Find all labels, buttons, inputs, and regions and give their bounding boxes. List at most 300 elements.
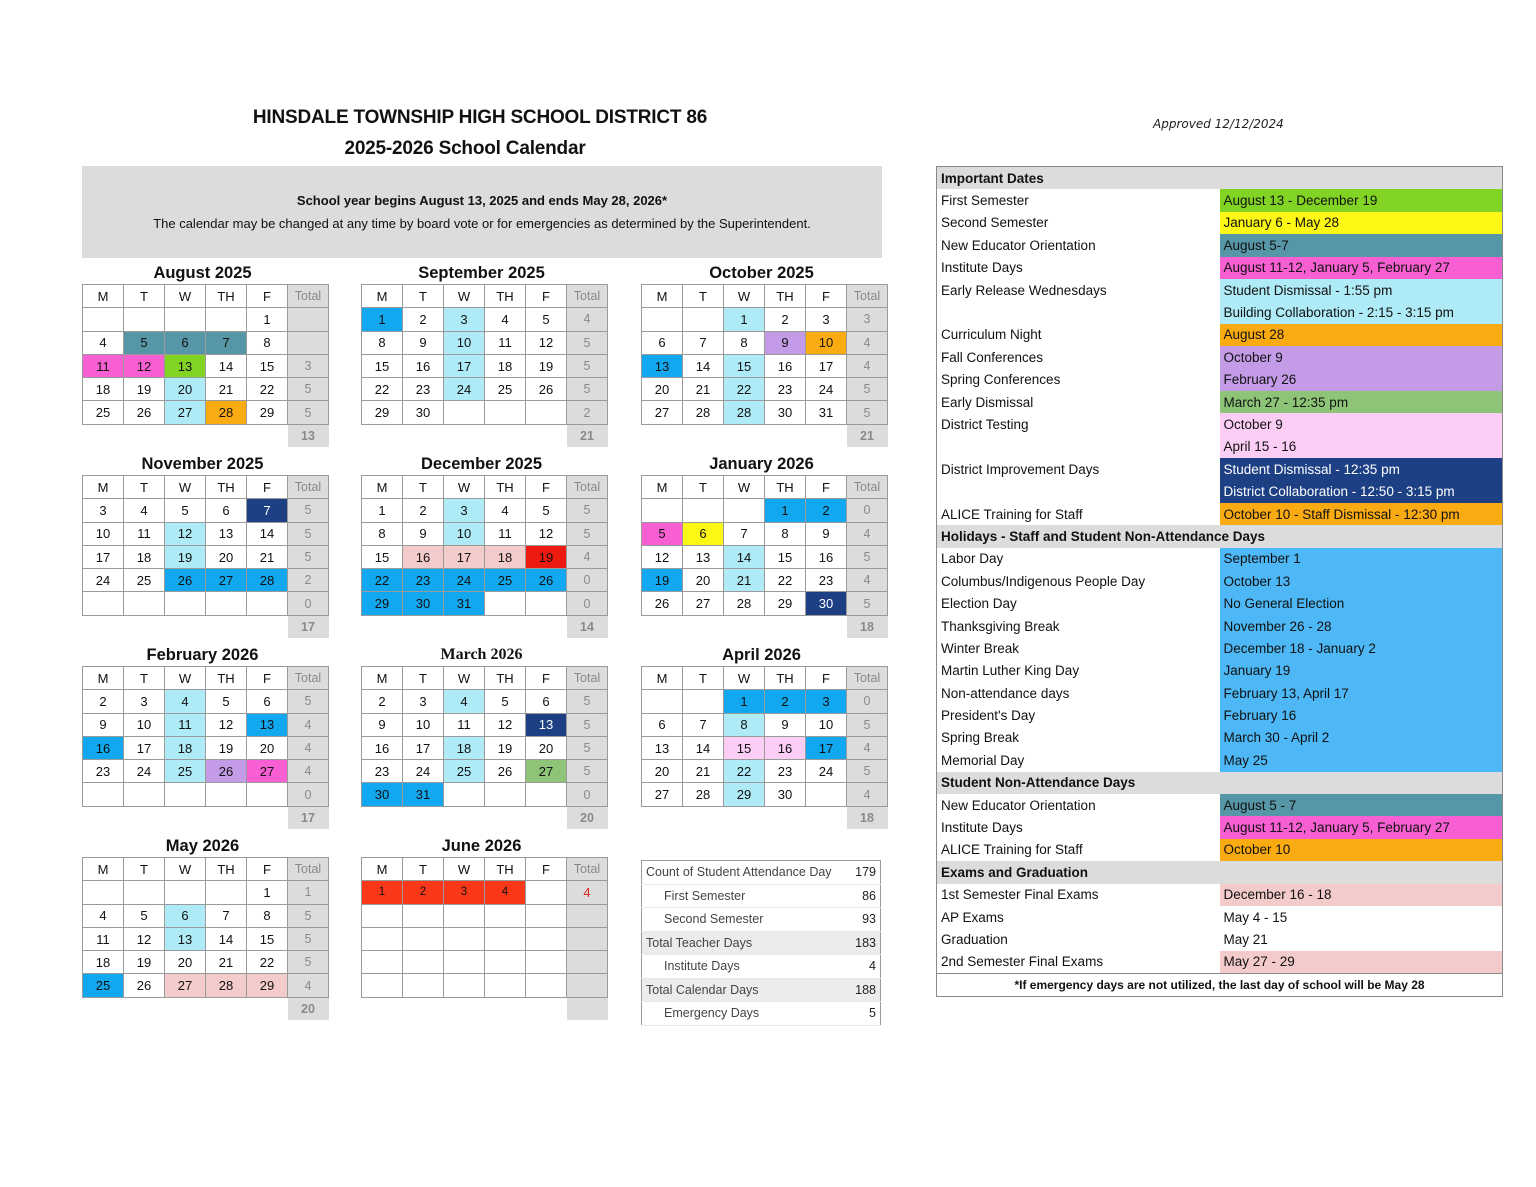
week-row xyxy=(642,592,888,615)
month-calendar xyxy=(82,644,323,829)
day-cell: 16 xyxy=(765,736,806,759)
date-label xyxy=(937,301,1220,323)
spacer-cell xyxy=(683,615,724,638)
week-total: 4 xyxy=(288,736,329,759)
day-cell: 1 xyxy=(362,881,403,904)
day-cell: 11 xyxy=(444,713,485,736)
month-title: November 2025 xyxy=(141,455,264,473)
date-label: Early Release Wednesdays xyxy=(941,282,1107,298)
count-row xyxy=(642,908,881,932)
day-cell: 19 xyxy=(485,736,526,759)
day-cell: 12 xyxy=(485,713,526,736)
week-row xyxy=(362,499,608,522)
day-cell xyxy=(642,308,683,331)
day-cell xyxy=(526,881,567,904)
weekday-header: M xyxy=(83,667,124,690)
day-cell: 28 xyxy=(683,783,724,806)
day-cell: 19 xyxy=(526,354,567,377)
week-row xyxy=(83,354,329,377)
spacer-cell xyxy=(124,997,165,1020)
day-cell: 6 xyxy=(642,331,683,354)
total-header: Total xyxy=(288,858,329,881)
weekday-header: TH xyxy=(765,285,806,308)
week-total: 5 xyxy=(288,401,329,424)
day-cell: 15 xyxy=(724,354,765,377)
date-value: February 16 xyxy=(1220,704,1503,726)
day-cell: 28 xyxy=(724,592,765,615)
day-cell: 2 xyxy=(403,499,444,522)
month-table xyxy=(82,284,329,447)
day-cell: 15 xyxy=(247,354,288,377)
day-cell: 29 xyxy=(362,401,403,424)
day-cell: 22 xyxy=(247,951,288,974)
day-cell: 21 xyxy=(683,760,724,783)
weekday-header: T xyxy=(683,667,724,690)
day-cell: 24 xyxy=(444,378,485,401)
day-cell xyxy=(444,904,485,927)
weekday-header: T xyxy=(403,667,444,690)
date-row xyxy=(937,592,1503,614)
date-row xyxy=(937,637,1503,659)
date-label: AP Exams xyxy=(941,909,1004,925)
date-row xyxy=(937,346,1503,368)
weekday-header: F xyxy=(526,476,567,499)
day-cell: 27 xyxy=(206,569,247,592)
week-total: 4 xyxy=(847,331,888,354)
month-table xyxy=(641,475,888,638)
important-dates-table xyxy=(936,166,1503,997)
spacer-cell xyxy=(526,806,567,829)
day-cell xyxy=(206,592,247,615)
day-cell: 27 xyxy=(247,760,288,783)
day-cell xyxy=(444,974,485,997)
day-cell: 12 xyxy=(526,522,567,545)
month-title: October 2025 xyxy=(709,264,814,282)
total-header: Total xyxy=(288,667,329,690)
day-cell: 6 xyxy=(683,522,724,545)
week-row xyxy=(83,545,329,568)
spacer-cell xyxy=(444,806,485,829)
spacer-cell xyxy=(165,997,206,1020)
weekday-header: F xyxy=(526,858,567,881)
total-header: Total xyxy=(567,667,608,690)
day-cell xyxy=(485,401,526,424)
day-cell: 31 xyxy=(403,783,444,806)
day-cell: 6 xyxy=(642,713,683,736)
week-row xyxy=(83,378,329,401)
month-total-row xyxy=(362,424,608,447)
month-title: May 2026 xyxy=(165,837,240,855)
date-value: District Collaboration - 12:50 - 3:15 pm xyxy=(1220,480,1503,502)
spacer-cell xyxy=(485,424,526,447)
date-value: August 28 xyxy=(1220,324,1503,346)
date-value: March 30 - April 2 xyxy=(1220,727,1503,749)
month-table xyxy=(361,857,608,1020)
day-cell: 20 xyxy=(642,378,683,401)
weekday-header: F xyxy=(526,667,567,690)
date-label xyxy=(937,480,1220,502)
spacer-cell xyxy=(485,806,526,829)
date-row xyxy=(937,391,1503,413)
day-cell: 9 xyxy=(83,713,124,736)
day-cell: 26 xyxy=(526,378,567,401)
day-cell xyxy=(403,904,444,927)
week-row xyxy=(362,592,608,615)
week-total: 4 xyxy=(847,354,888,377)
week-total: 5 xyxy=(567,499,608,522)
day-cell xyxy=(526,927,567,950)
section-title: Holidays - Staff and Student Non-Attendance Days xyxy=(937,525,1503,547)
day-cell: 18 xyxy=(485,545,526,568)
week-row xyxy=(83,736,329,759)
spacer-cell xyxy=(403,806,444,829)
spacer-cell xyxy=(83,997,124,1020)
day-cell: 10 xyxy=(806,713,847,736)
week-total: 0 xyxy=(567,783,608,806)
day-cell xyxy=(362,927,403,950)
month-title: April 2026 xyxy=(722,646,801,664)
week-total: 3 xyxy=(288,354,329,377)
weekday-header: M xyxy=(362,858,403,881)
spacer-cell xyxy=(247,424,288,447)
day-cell: 21 xyxy=(247,545,288,568)
week-row xyxy=(362,354,608,377)
day-cell: 23 xyxy=(83,760,124,783)
day-cell: 23 xyxy=(403,378,444,401)
month-table xyxy=(641,666,888,829)
date-label: First Semester xyxy=(941,193,1029,209)
week-row xyxy=(83,592,329,615)
weekday-header: M xyxy=(362,667,403,690)
spacer-cell xyxy=(724,806,765,829)
spacer-cell xyxy=(247,615,288,638)
total-header: Total xyxy=(847,667,888,690)
day-cell xyxy=(526,974,567,997)
day-cell: 4 xyxy=(165,690,206,713)
month-calendar xyxy=(641,644,882,829)
day-cell xyxy=(444,927,485,950)
date-value: October 10 xyxy=(1220,839,1503,861)
day-cell: 11 xyxy=(165,713,206,736)
day-cell: 19 xyxy=(206,736,247,759)
day-cell: 6 xyxy=(526,690,567,713)
spacer-cell xyxy=(765,806,806,829)
date-label: District Testing xyxy=(941,416,1029,432)
day-cell: 1 xyxy=(362,499,403,522)
day-cell: 29 xyxy=(247,974,288,997)
spacer-cell xyxy=(806,615,847,638)
day-cell: 16 xyxy=(806,545,847,568)
day-cell: 17 xyxy=(403,736,444,759)
day-cell: 13 xyxy=(642,736,683,759)
footnote-row xyxy=(937,974,1503,997)
date-row xyxy=(937,324,1503,346)
week-total: 0 xyxy=(567,569,608,592)
month-total-row xyxy=(642,615,888,638)
day-cell: 13 xyxy=(206,522,247,545)
day-cell: 14 xyxy=(683,736,724,759)
day-cell: 22 xyxy=(724,378,765,401)
week-total xyxy=(567,927,608,950)
day-cell: 16 xyxy=(765,354,806,377)
week-row xyxy=(642,354,888,377)
weekday-header: T xyxy=(124,285,165,308)
day-cell: 1 xyxy=(247,308,288,331)
spacer-cell xyxy=(485,997,526,1020)
weekday-header-row xyxy=(642,285,888,308)
day-cell: 3 xyxy=(124,690,165,713)
date-label: Curriculum Night xyxy=(941,327,1042,343)
day-cell: 24 xyxy=(806,378,847,401)
day-cell: 28 xyxy=(206,401,247,424)
day-cell xyxy=(485,974,526,997)
day-cell: 3 xyxy=(444,881,485,904)
day-cell: 15 xyxy=(362,545,403,568)
spacer-cell xyxy=(362,424,403,447)
day-cell: 7 xyxy=(683,331,724,354)
date-label: Spring Break xyxy=(941,730,1020,746)
day-cell: 13 xyxy=(642,354,683,377)
week-row xyxy=(83,760,329,783)
day-cell: 28 xyxy=(724,401,765,424)
day-cell: 29 xyxy=(765,592,806,615)
week-row xyxy=(83,308,329,331)
week-row xyxy=(362,569,608,592)
weekday-header: F xyxy=(247,667,288,690)
day-cell: 17 xyxy=(444,545,485,568)
week-total: 4 xyxy=(288,760,329,783)
day-cell xyxy=(526,592,567,615)
spacer-cell xyxy=(165,806,206,829)
day-cell: 2 xyxy=(765,690,806,713)
day-cell: 2 xyxy=(403,881,444,904)
week-total: 0 xyxy=(567,592,608,615)
week-total: 0 xyxy=(288,592,329,615)
month-calendar xyxy=(82,835,323,1020)
week-row xyxy=(83,522,329,545)
weekday-header: T xyxy=(124,476,165,499)
month-total: 18 xyxy=(847,615,888,638)
day-cell: 12 xyxy=(124,354,165,377)
day-cell: 26 xyxy=(642,592,683,615)
day-cell xyxy=(683,499,724,522)
day-cell: 27 xyxy=(642,783,683,806)
weekday-header: TH xyxy=(485,667,526,690)
weekday-header: W xyxy=(724,667,765,690)
day-cell: 22 xyxy=(765,569,806,592)
day-cell: 5 xyxy=(124,904,165,927)
count-value: 5 xyxy=(852,1002,880,1026)
date-row xyxy=(937,839,1503,861)
date-value: August 5 - 7 xyxy=(1220,794,1503,816)
month-calendar xyxy=(82,453,323,638)
date-row xyxy=(937,749,1503,771)
weekday-header-row xyxy=(362,858,608,881)
month-calendar xyxy=(641,453,882,638)
day-cell: 24 xyxy=(83,569,124,592)
day-cell: 8 xyxy=(765,522,806,545)
week-total: 4 xyxy=(567,308,608,331)
day-cell: 4 xyxy=(485,881,526,904)
date-value: December 18 - January 2 xyxy=(1220,637,1503,659)
month-title: December 2025 xyxy=(420,455,543,473)
spacer-cell xyxy=(206,424,247,447)
weekday-header-row xyxy=(362,476,608,499)
day-cell xyxy=(362,904,403,927)
day-cell: 23 xyxy=(403,569,444,592)
week-total: 5 xyxy=(567,760,608,783)
week-row xyxy=(83,881,329,904)
weekday-header: TH xyxy=(765,667,806,690)
date-label: Memorial Day xyxy=(941,752,1025,768)
month-total-row xyxy=(362,997,608,1020)
spacer-cell xyxy=(83,615,124,638)
spacer-cell xyxy=(642,806,683,829)
month-total: 21 xyxy=(847,424,888,447)
day-cell: 30 xyxy=(403,592,444,615)
spacer-cell xyxy=(124,615,165,638)
day-cell: 15 xyxy=(724,736,765,759)
day-cell: 18 xyxy=(83,378,124,401)
weekday-header: W xyxy=(444,476,485,499)
day-cell xyxy=(526,904,567,927)
spacer-cell xyxy=(526,997,567,1020)
day-cell: 1 xyxy=(765,499,806,522)
day-cell xyxy=(683,308,724,331)
day-cell: 8 xyxy=(724,713,765,736)
school-year-banner xyxy=(82,166,882,258)
month-calendar xyxy=(641,262,882,447)
date-row xyxy=(937,548,1503,570)
week-total: 2 xyxy=(567,401,608,424)
day-cell: 21 xyxy=(724,569,765,592)
section-header-row xyxy=(937,167,1503,190)
date-value: March 27 - 12:35 pm xyxy=(1220,391,1503,413)
total-header: Total xyxy=(847,476,888,499)
week-total: 0 xyxy=(847,690,888,713)
day-cell xyxy=(362,951,403,974)
week-row xyxy=(362,690,608,713)
day-cell xyxy=(83,783,124,806)
day-cell: 27 xyxy=(683,592,724,615)
week-total: 4 xyxy=(847,736,888,759)
week-row xyxy=(642,308,888,331)
weekday-header: W xyxy=(444,667,485,690)
date-value: Building Collaboration - 2:15 - 3:15 pm xyxy=(1220,301,1503,323)
day-cell: 5 xyxy=(526,499,567,522)
weekday-header: M xyxy=(362,476,403,499)
date-value: January 19 xyxy=(1220,660,1503,682)
day-cell: 28 xyxy=(683,401,724,424)
day-cell: 27 xyxy=(526,760,567,783)
day-cell: 24 xyxy=(124,760,165,783)
spacer-cell xyxy=(765,615,806,638)
date-value: February 13, April 17 xyxy=(1220,682,1503,704)
week-total xyxy=(567,974,608,997)
day-cell: 30 xyxy=(403,401,444,424)
week-row xyxy=(83,690,329,713)
day-cell: 14 xyxy=(724,545,765,568)
weekday-header: M xyxy=(642,285,683,308)
day-cell: 12 xyxy=(642,545,683,568)
spacer-cell xyxy=(642,424,683,447)
total-header: Total xyxy=(567,476,608,499)
week-row xyxy=(362,401,608,424)
day-cell: 3 xyxy=(403,690,444,713)
day-cell: 23 xyxy=(765,378,806,401)
total-header: Total xyxy=(567,285,608,308)
spacer-cell xyxy=(206,615,247,638)
day-cell xyxy=(165,308,206,331)
weekday-header: M xyxy=(642,667,683,690)
total-header: Total xyxy=(288,285,329,308)
weekday-header: F xyxy=(247,858,288,881)
day-cell xyxy=(724,499,765,522)
day-cell: 9 xyxy=(765,713,806,736)
day-cell: 17 xyxy=(444,354,485,377)
date-label: ALICE Training for Staff xyxy=(941,842,1083,858)
date-row xyxy=(937,234,1503,256)
day-cell: 20 xyxy=(247,736,288,759)
week-row xyxy=(83,713,329,736)
day-cell xyxy=(403,974,444,997)
day-cell: 5 xyxy=(642,522,683,545)
weekday-header: TH xyxy=(206,858,247,881)
weekday-header: TH xyxy=(206,285,247,308)
day-cell xyxy=(642,690,683,713)
date-label: Labor Day xyxy=(941,551,1004,567)
day-cell: 19 xyxy=(124,951,165,974)
week-row xyxy=(642,736,888,759)
day-cell: 29 xyxy=(247,401,288,424)
day-cell: 10 xyxy=(403,713,444,736)
day-cell xyxy=(124,592,165,615)
date-row xyxy=(937,682,1503,704)
date-value: August 5-7 xyxy=(1220,234,1503,256)
day-cell xyxy=(83,881,124,904)
weekday-header: F xyxy=(247,285,288,308)
count-value: 183 xyxy=(852,931,880,955)
month-total: 21 xyxy=(567,424,608,447)
day-cell: 6 xyxy=(206,499,247,522)
day-cell: 19 xyxy=(124,378,165,401)
date-row xyxy=(937,413,1503,435)
day-cell: 14 xyxy=(206,354,247,377)
spacer-cell xyxy=(247,997,288,1020)
week-row xyxy=(642,690,888,713)
weekday-header: T xyxy=(403,858,444,881)
day-cell: 8 xyxy=(724,331,765,354)
date-label: Graduation xyxy=(941,931,1008,947)
banner-notice: The calendar may be changed at any time by board vote or for emergencies as determined by the Superintendent. xyxy=(153,216,811,231)
month-table xyxy=(82,475,329,638)
day-cell xyxy=(444,401,485,424)
week-total: 5 xyxy=(288,927,329,950)
day-cell: 31 xyxy=(806,401,847,424)
week-total: 4 xyxy=(847,569,888,592)
week-total: 5 xyxy=(288,904,329,927)
day-cell xyxy=(526,783,567,806)
weekday-header: T xyxy=(683,476,724,499)
spacer-cell xyxy=(806,806,847,829)
day-cell: 16 xyxy=(83,736,124,759)
month-calendar xyxy=(82,262,323,447)
date-label: Institute Days xyxy=(941,260,1023,276)
weekday-header: M xyxy=(83,285,124,308)
day-cell: 14 xyxy=(247,522,288,545)
weekday-header: W xyxy=(724,285,765,308)
day-cell xyxy=(83,308,124,331)
